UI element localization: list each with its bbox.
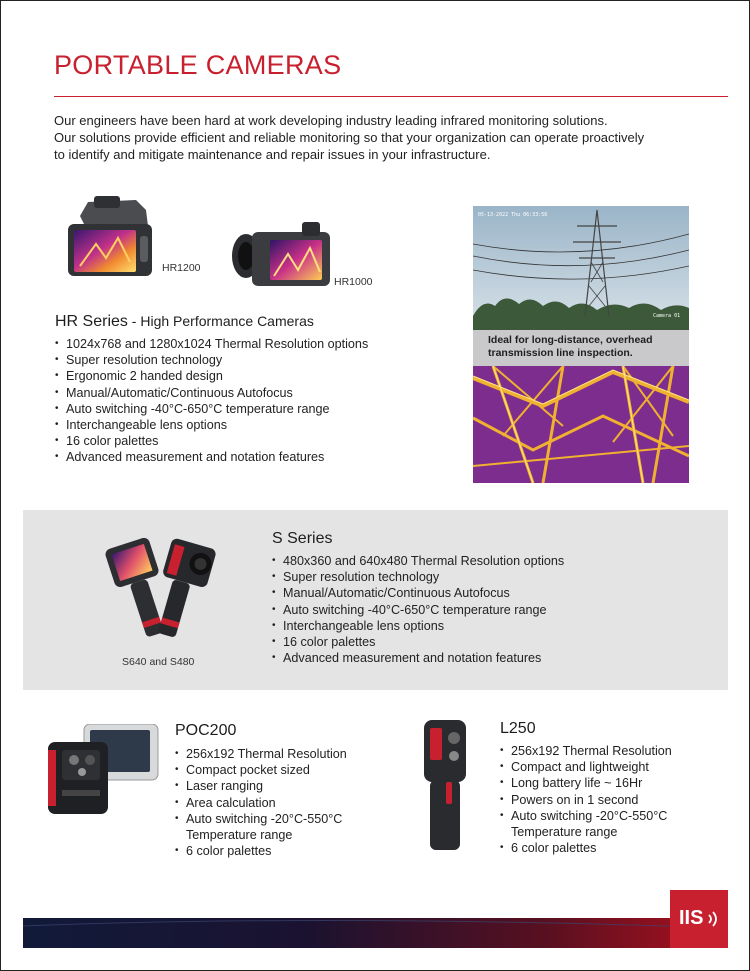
feature-item: • 16 color palettes: [55, 433, 455, 449]
inspection-caption-line: transmission line inspection.: [488, 347, 633, 359]
feature-item: • Super resolution technology: [272, 569, 692, 585]
poc200-feature-list: [175, 746, 395, 859]
intro-line: Our solutions provide efficient and reliable monitoring so that your organization can operate proactively: [54, 130, 645, 145]
feature-item: • 6 color palettes: [500, 840, 720, 856]
feature-item: • Advanced measurement and notation features: [272, 650, 692, 666]
transmission-inspection-image: [473, 206, 689, 483]
l250-feature-list: [500, 743, 720, 856]
feature-item: • Auto switching -20°C-550°C Temperature range: [500, 808, 720, 840]
title-divider: [54, 96, 728, 97]
l250-heading: L250: [500, 720, 536, 737]
l250-camera-image: [420, 720, 470, 852]
feature-item: • Compact and lightweight: [500, 759, 720, 775]
feature-item: • Interchangeable lens options: [55, 417, 455, 433]
hr1200-caption: HR1200: [162, 262, 201, 274]
feature-item: • 6 color palettes: [175, 843, 395, 859]
feature-item: • Super resolution technology: [55, 352, 455, 368]
poc200-camera-image: [48, 724, 160, 816]
hr-series-name: HR Series: [55, 313, 128, 330]
page-title: PORTABLE CAMERAS: [54, 50, 342, 80]
s-series-feature-list: [272, 553, 692, 666]
hr-series-heading: [55, 313, 314, 331]
hr-series-feature-list: [55, 336, 455, 466]
inspection-caption-line: Ideal for long-distance, overhead: [488, 334, 653, 346]
feature-item: • Auto switching -40°C-650°C temperature range: [55, 401, 455, 417]
feature-item: • Auto switching -40°C-650°C temperature range: [272, 602, 692, 618]
feature-item: • Area calculation: [175, 795, 395, 811]
inspection-caption: [473, 330, 689, 366]
feature-item: • Manual/Automatic/Continuous Autofocus: [55, 385, 455, 401]
iis-logo: [670, 890, 728, 948]
feature-item: • Auto switching -20°C-550°C Temperature range: [175, 811, 395, 843]
intro-line: to identify and mitigate maintenance and repair issues in your infrastructure.: [54, 147, 491, 162]
logo-text: IIS: [679, 907, 704, 929]
poc200-heading: POC200: [175, 722, 237, 739]
feature-item: • Manual/Automatic/Continuous Autofocus: [272, 585, 692, 601]
footer-band: [23, 918, 728, 948]
feature-item: • 1024x768 and 1280x1024 Thermal Resolution options: [55, 336, 455, 352]
s-series-camera-image: [100, 538, 220, 646]
feature-item: • Long battery life ~ 16Hr: [500, 775, 720, 791]
s-series-caption: S640 and S480: [122, 656, 195, 668]
camera-label: Camera 01: [653, 313, 681, 319]
feature-item: • Ergonomic 2 handed design: [55, 368, 455, 384]
hr1200-camera-image: [66, 196, 158, 278]
camera-timestamp: 05-13-2022 Thu 06:33:56: [478, 212, 548, 218]
feature-item: • 16 color palettes: [272, 634, 692, 650]
hr1000-caption: HR1000: [334, 276, 373, 288]
signal-waves-icon: [707, 910, 721, 928]
feature-item: • Interchangeable lens options: [272, 618, 692, 634]
intro-paragraph: [54, 112, 714, 163]
feature-item: • 480x360 and 640x480 Thermal Resolution options: [272, 553, 692, 569]
feature-item: • Advanced measurement and notation features: [55, 449, 455, 465]
s-series-heading: S Series: [272, 530, 333, 547]
feature-item: • 256x192 Thermal Resolution: [500, 743, 720, 759]
feature-item: • Powers on in 1 second: [500, 792, 720, 808]
feature-item: • Laser ranging: [175, 778, 395, 794]
feature-item: • 256x192 Thermal Resolution: [175, 746, 395, 762]
feature-item: • Compact pocket sized: [175, 762, 395, 778]
intro-line: Our engineers have been hard at work developing industry leading infrared monitoring solutions.: [54, 113, 608, 128]
hr-series-subtitle: - High Performance Cameras: [127, 313, 314, 329]
hr1000-camera-image: [232, 222, 332, 288]
